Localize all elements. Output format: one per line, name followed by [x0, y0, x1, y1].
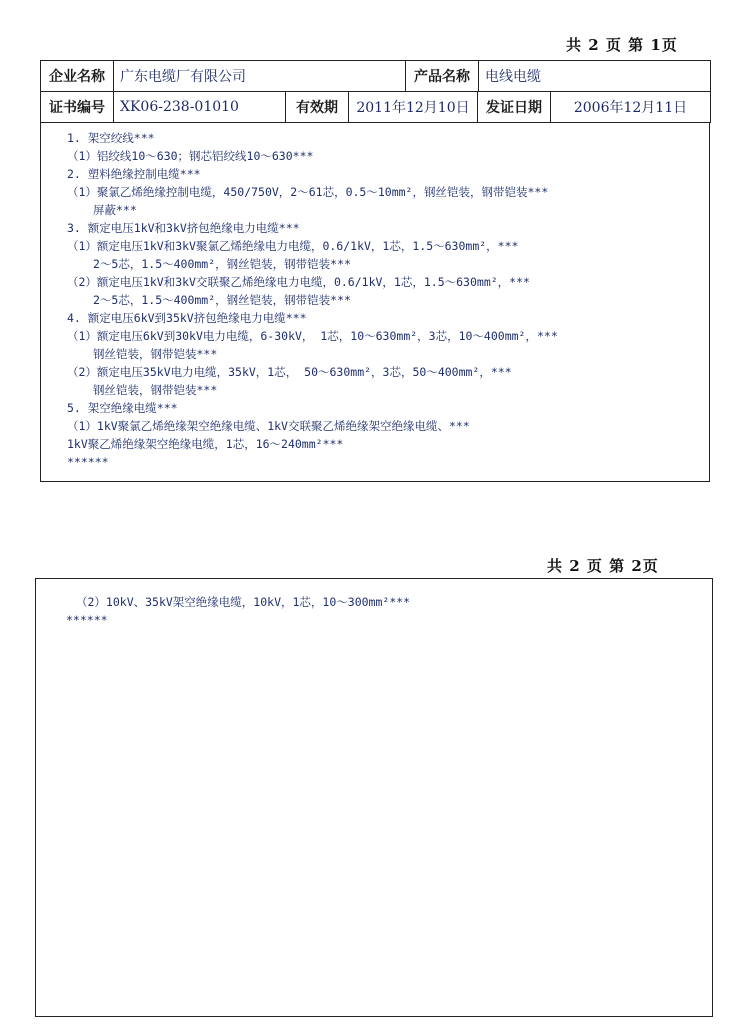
scope-line: （1）聚氯乙烯绝缘控制电缆，450/750V，2～61芯，0.5～10mm²，钢丝铠装，钢带铠装***: [67, 185, 549, 199]
cert-value: XK06-238-01010: [114, 92, 286, 123]
scope-line: （1）额定电压6kV到30kV电力电缆，6-30kV， 1芯，10～630mm²，3芯，10～400mm²，***: [67, 329, 558, 343]
cert-label: 证书编号: [41, 92, 114, 123]
scope-line: （1）额定电压1kV和3kV聚氯乙烯绝缘电力电缆，0.6/1kV，1芯，1.5～630mm²，***: [67, 239, 519, 253]
scope-line: 钢丝铠装，钢带铠装***: [93, 347, 218, 361]
scope-line: ******: [67, 455, 109, 469]
page-2-header: 共 2 页 第 2页: [547, 557, 659, 575]
company-row: [41, 61, 711, 92]
scope-line: 1. 架空绞线***: [67, 131, 155, 145]
certificate-number-table: [40, 91, 711, 123]
scope-line: ******: [66, 613, 108, 627]
product-label: 产品名称: [406, 61, 479, 92]
page-1-header: 共 2 页 第 1页: [566, 36, 678, 54]
valid-label: 有效期: [286, 92, 349, 123]
scope-line: 屏蔽***: [93, 203, 137, 217]
scope-line: （2）额定电压1kV和3kV交联聚乙烯绝缘电力电缆，0.6/1kV，1芯，1.5～630mm²，***: [67, 275, 530, 289]
scope-line: 3. 额定电压1kV和3kV挤包绝缘电力电缆***: [67, 221, 300, 235]
scope-box-page-2: [35, 578, 713, 1017]
scope-line: 1kV聚乙烯绝缘架空绝缘电缆，1芯，16～240mm²***: [67, 437, 344, 451]
scope-line: 2. 塑料绝缘控制电缆***: [67, 167, 201, 181]
scope-box-page-1: [40, 123, 710, 482]
valid-value: 2011年12月10日: [349, 92, 478, 123]
company-value: 广东电缆厂有限公司: [114, 61, 406, 92]
scope-line: 钢丝铠装，钢带铠装***: [93, 383, 218, 397]
scope-line: 5. 架空绝缘电缆***: [67, 401, 178, 415]
scope-line: （1）1kV聚氯乙烯绝缘架空绝缘电缆、1kV交联聚乙烯绝缘架空绝缘电缆、***: [67, 419, 470, 433]
scope-line: 4. 额定电压6kV到35kV挤包绝缘电力电缆***: [67, 311, 307, 325]
certificate-info-table: [40, 60, 711, 92]
scope-line: 2～5芯，1.5～400mm²，钢丝铠装，钢带铠装***: [93, 257, 351, 271]
issue-value: 2006年12月11日: [551, 92, 711, 123]
scope-line: 2～5芯，1.5～400mm²，钢丝铠装，钢带铠装***: [93, 293, 351, 307]
scope-line: （2）10kV、35kV架空绝缘电缆，10kV，1芯，10～300mm²***: [76, 595, 411, 609]
scope-line: （2）额定电压35kV电力电缆，35kV，1芯， 50～630mm²，3芯，50～400mm²，***: [67, 365, 512, 379]
product-value: 电线电缆: [479, 61, 711, 92]
scope-line: （1）铝绞线10～630；钢芯铝绞线10～630***: [67, 149, 314, 163]
cert-row: [41, 92, 711, 123]
company-label: 企业名称: [41, 61, 114, 92]
issue-label: 发证日期: [478, 92, 551, 123]
